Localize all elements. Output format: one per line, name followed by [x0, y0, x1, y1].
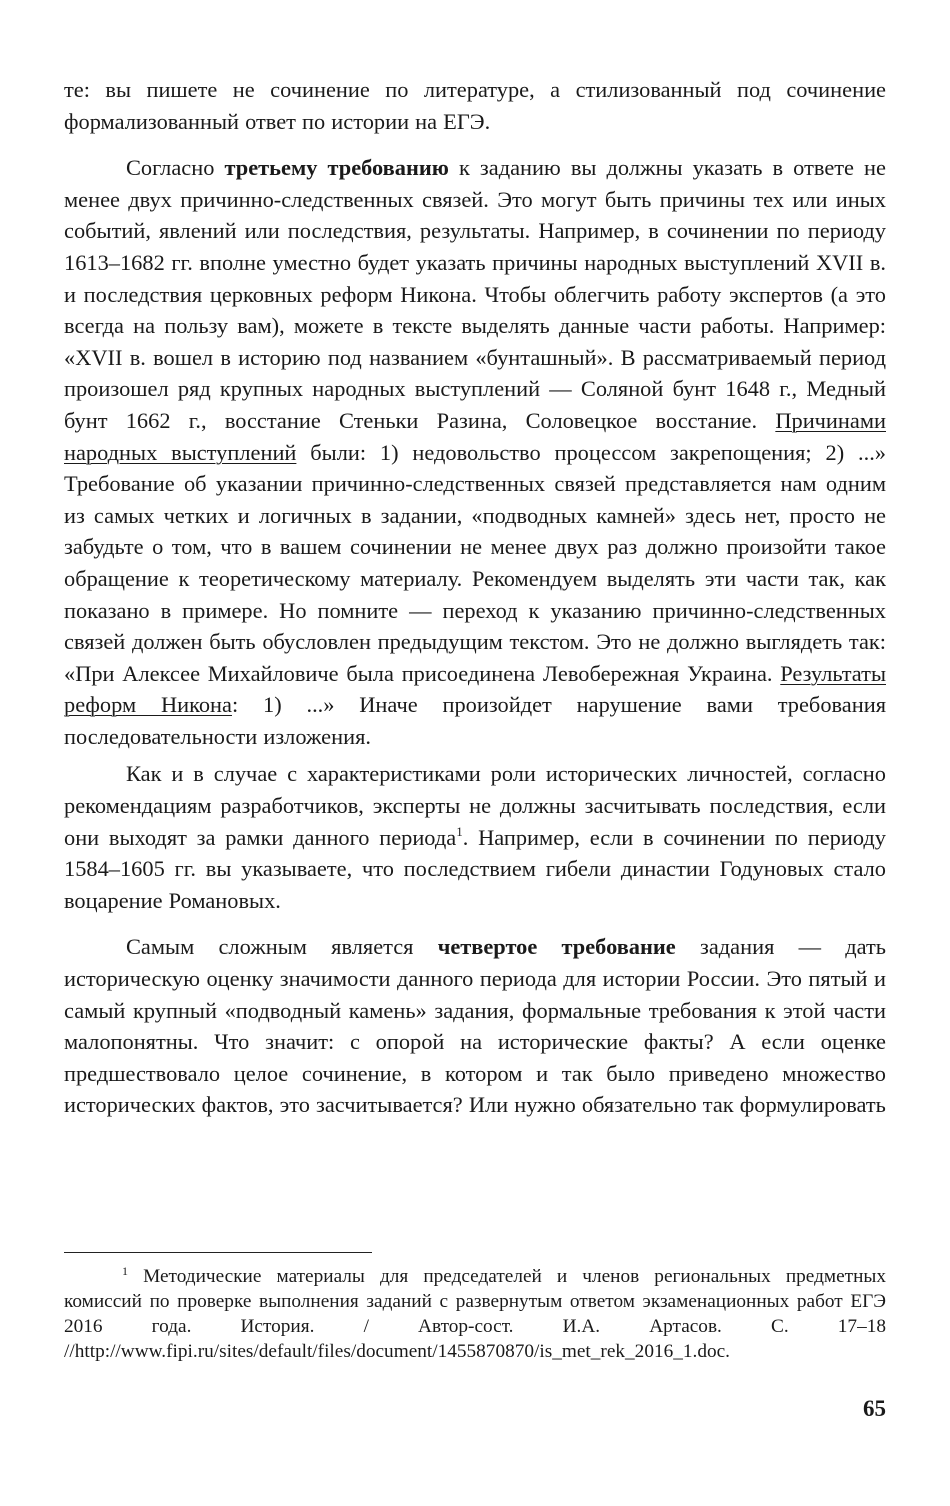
page-body: [64, 74, 886, 1121]
page-number: 65: [863, 1396, 886, 1421]
paragraph-4: [64, 931, 886, 1121]
footnote-text: Методические материалы для председателей и членов региональных предметных комиссий по проверке выполнения заданий с развернутым ответом экзаменационных работ ЕГЭ 2016 года. История. / Автор-сост. И.А. Артасов. С. 17–18 //http://www.fipi.ru/sites/default/files/document/1455870870/is_met_rek_2016_1.doc.: [64, 1266, 886, 1362]
p3-text-a: Как и в случае с характеристиками роли исторических личностей, согласно рекомендациям разработчиков, эксперты не должны засчитывать последствия, если они выходят за рамки данного периода: [64, 761, 886, 850]
footnote-reference: 1: [456, 823, 463, 839]
p3-text-b: . Например, если в сочинении по периоду 1584–1605 гг. вы указываете, что последствием гибели династии Годуновых стало воцарение Романовых.: [64, 824, 886, 913]
p2-text-a: Согласно: [126, 155, 225, 181]
p4-text-b: задания — дать историческую оценку значимости данного периода для истории России. Это пятый и самый крупный «подводный камень» задания, формальные требования к этой части малопонятны. Что значит: с опорой на исторические факты? А если оценке предшествовало целое сочинение, в котором и так было приведено множество исторических фактов, это засчитывается? Или нужно обязательно так формулировать: [64, 934, 886, 1118]
p4-text-a: Самым сложным является: [126, 934, 438, 960]
p2-underlined-causes: Причинами народных выступлений: [64, 407, 886, 465]
paragraph-2: [64, 152, 886, 752]
footnote-marker: 1: [122, 1264, 128, 1278]
p2-text-c: были: 1) недовольство процессом закрепощения; 2) ...» Требование об указании причинно-следственных связей представляется нам одним из самых четких и логичных в задании, «подводных камней» здесь нет, просто не забудьте о том, что в вашем сочинении не менее двух раз должно произойти такое обращение к теоретическому материалу. Рекомендуем выделять эти части так, как показано в примере. Но помните — переход к указанию причинно-следственных связей должен быть обусловлен предыдущим текстом. Это не должно выглядеть так: «При Алексее Михайловиче была присоединена Левобережная Украина.: [64, 439, 886, 686]
paragraph-3: [64, 758, 886, 916]
footnote: [64, 1264, 886, 1364]
p2-underlined-results: Результаты реформ Никона: [64, 660, 886, 718]
p4-bold-fourth-requirement: четвертое требование: [437, 934, 676, 960]
footnote-divider: [64, 1252, 372, 1253]
paragraph-1: те: вы пишете не сочинение по литературе, а стилизованный под сочинение формализованный ответ по истории на ЕГЭ.: [64, 77, 886, 134]
p2-text-d: : 1) ...» Иначе произойдет нарушение вами требования последовательности изложения.: [64, 692, 886, 749]
p2-text-b: к заданию вы должны указать в ответе не менее двух причинно-следственных связей. Это могут быть причины тех или иных событий, явлений или последствия, результаты. Например, в сочинении по периоду 1613–1682 гг. вполне уместно будет указать причины народных выступлений XVII в. и последствия церковных реформ Никона. Чтобы облегчить работу экспертов (а это всегда на пользу вам), можете в тексте выделять данные части работы. Например: «XVII в. вошел в историю под названием «бунташный». В рассматриваемый период произошел ряд крупных народных выступлений — Соляной бунт 1648 г., Медный бунт 1662 г., восстание Стеньки Разина, Соловецкое восстание.: [64, 155, 886, 433]
p2-bold-third-requirement: третьему требованию: [224, 155, 449, 181]
